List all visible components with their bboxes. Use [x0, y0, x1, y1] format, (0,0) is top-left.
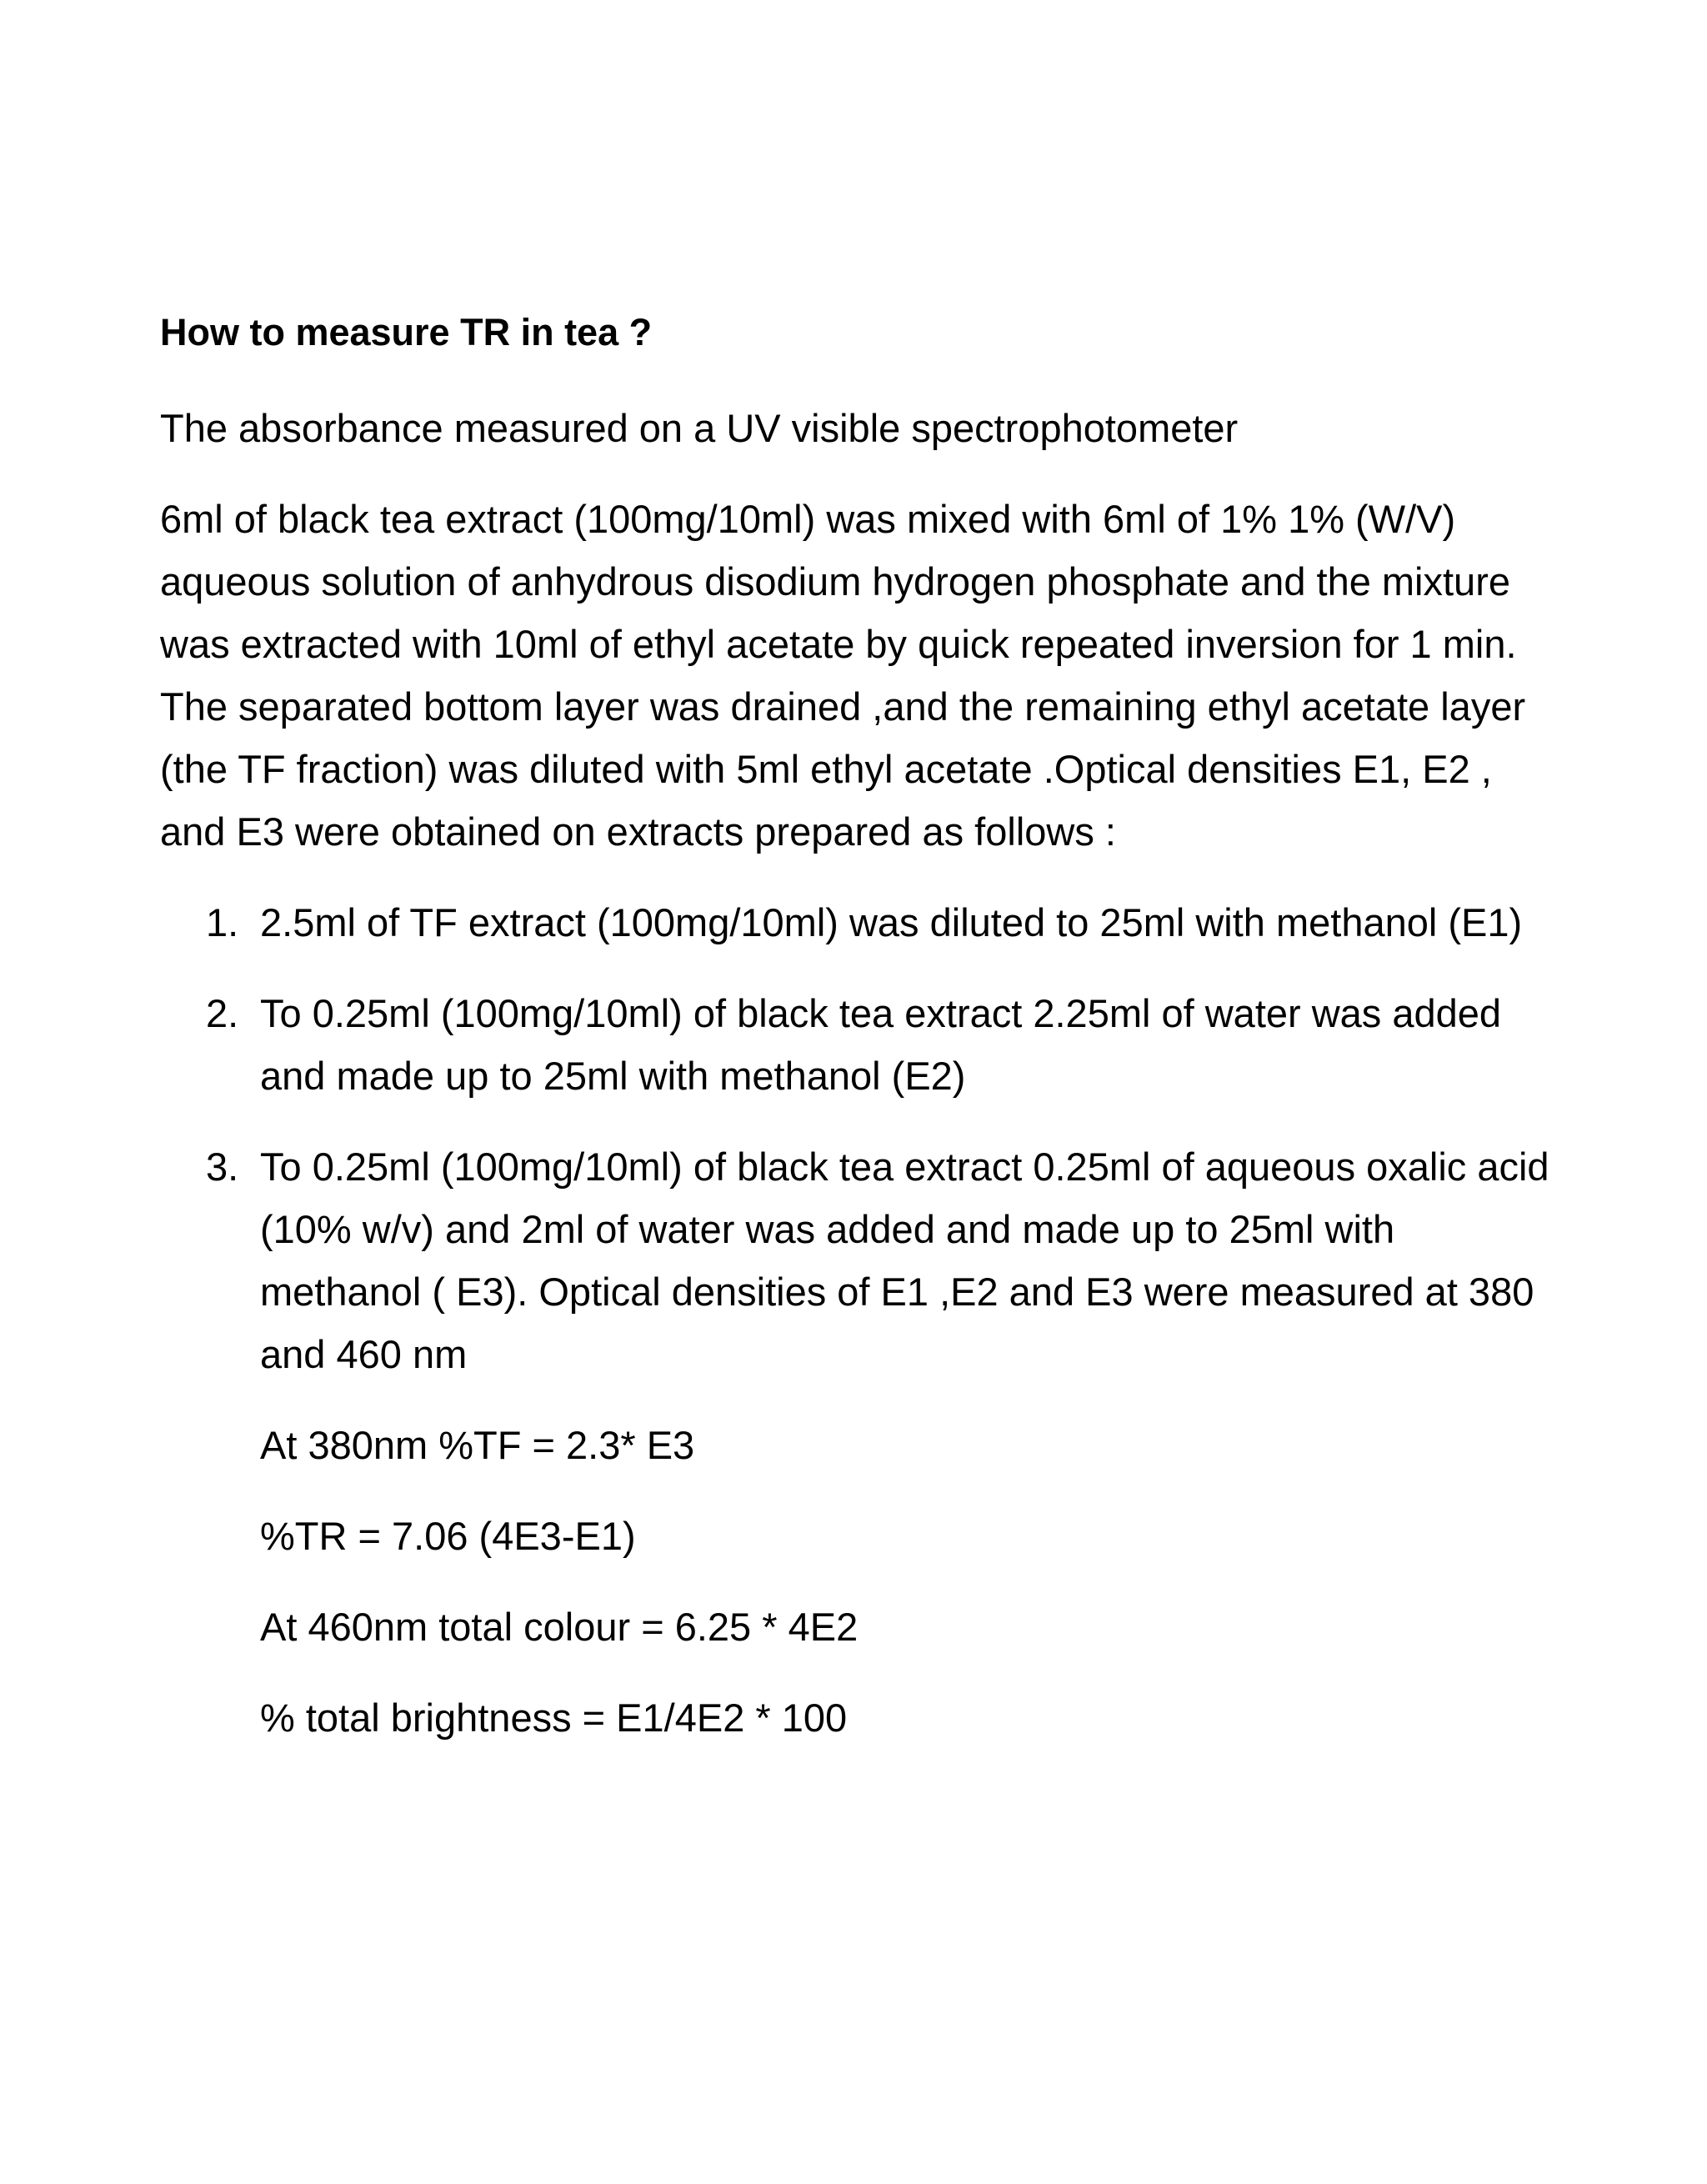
document-body	[160, 307, 1560, 1777]
step-number: 1.	[206, 900, 239, 944]
formula-tr: %TR = 7.06 (4E3-E1)	[260, 1514, 636, 1558]
procedure-step-2	[160, 982, 1560, 1107]
procedure-step-3	[160, 1135, 1560, 1385]
step-text: To 0.25ml (100mg/10ml) of black tea extract 2.25ml of water was added and made up to 25ml with methanol (E2)	[260, 991, 1502, 1098]
formula-total-brightness: % total brightness = E1/4E2 * 100	[260, 1696, 848, 1740]
step-number: 2.	[206, 991, 239, 1035]
method-paragraph: 6ml of black tea extract (100mg/10ml) was mixed with 6ml of 1% 1% (W/V) aqueous solution of anhydrous disodium hydrogen phosphate and the mixture was extracted with 10ml of ethyl acetate by quick repeated inversion for 1 min. The separated bottom layer was drained ,and the remaining ethyl acetate layer (the TF fraction) was diluted with 5ml ethyl acetate .Optical densities E1, E2 , and E3 were obtained on extracts prepared as follows :	[160, 497, 1526, 854]
procedure-list	[160, 891, 1560, 1385]
step-text: 2.5ml of TF extract (100mg/10ml) was diluted to 25ml with methanol (E1)	[260, 900, 1523, 944]
document-title: How to measure TR in tea ?	[160, 311, 653, 353]
procedure-step-1	[160, 891, 1560, 954]
intro-paragraph: The absorbance measured on a UV visible spectrophotometer	[160, 406, 1239, 450]
step-number: 3.	[206, 1145, 239, 1189]
formula-total-colour: At 460nm total colour = 6.25 * 4E2	[260, 1605, 859, 1649]
step-text: To 0.25ml (100mg/10ml) of black tea extract 0.25ml of aqueous oxalic acid (10% w/v) and 2ml of water was added and made up to 25ml with methanol ( E3). Optical densities of E1 ,E2 and E3 were measured at 380 and 460 nm	[260, 1145, 1549, 1376]
formula-tf: At 380nm %TF = 2.3* E3	[260, 1423, 695, 1467]
